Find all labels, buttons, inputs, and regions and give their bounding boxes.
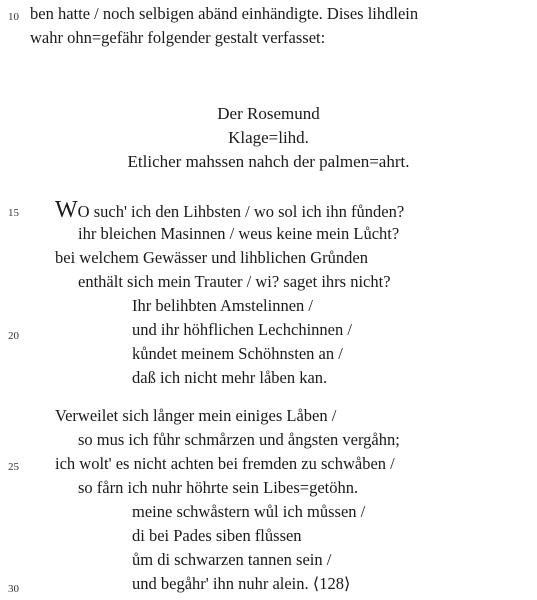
verse-line: und ihr höhflichen Lechchinnen / [132, 320, 352, 339]
poem-subtitle: Klage=lihd. [228, 128, 309, 147]
line-number: 15 [8, 207, 19, 219]
poem-subtitle-note: Etlicher mahssen nahch der palmen=ahrt. [127, 152, 410, 171]
verse-text: O such' ich den Lihbsten / wo sol ich ihn fůnden? [77, 202, 405, 221]
line-number: 20 [8, 330, 19, 342]
verse-line: so mus ich fůhr schmårzen und ångsten vergåhn; [78, 430, 400, 449]
intro-line: wahr ohn=gefähr folgender gestalt verfasset: [30, 28, 326, 47]
verse-line: ich wolt' es nicht achten bei fremden zu schwåben / [55, 454, 395, 473]
verse-line: enthält sich mein Trauter / wi? saget ihrs nicht? [78, 272, 391, 291]
verse-line: meine schwåstern wůl ich můssen / [132, 502, 366, 521]
verse-text: und begåhr' ihn nuhr alein. [132, 574, 309, 593]
verse-line: Ihr belihbten Amstelinnen / [132, 296, 314, 315]
intro-line: ben hatte / noch selbigen abänd einhändigte. Dises lihdlein [30, 4, 419, 23]
page-reference: ⟨128⟩ [312, 574, 351, 593]
verse-line [55, 197, 405, 223]
verse-line: ům di schwarzen tannen sein / [132, 550, 332, 569]
line-number: 10 [8, 11, 19, 23]
verse-line: Verweilet sich långer mein einiges Låben / [55, 406, 337, 425]
line-number: 25 [8, 461, 19, 473]
verse-line: ihr bleichen Masinnen / weus keine mein Lůcht? [78, 224, 400, 243]
verse-line: daß ich nicht mehr låben kan. [132, 368, 328, 387]
verse-line: di bei Pades siben flůssen [132, 526, 302, 545]
poem-title: Der Rosemund [217, 104, 320, 123]
line-number: 30 [8, 583, 19, 595]
verse-line: so fårn ich nuhr höhrte sein Libes=getöhn. [78, 478, 359, 497]
verse-line [132, 574, 350, 594]
verse-line: kůndet meinem Schöhnsten an / [132, 344, 343, 363]
verse-line: bei welchem Gewässer und lihblichen Grůnden [55, 248, 368, 267]
drop-initial: W [55, 197, 78, 223]
